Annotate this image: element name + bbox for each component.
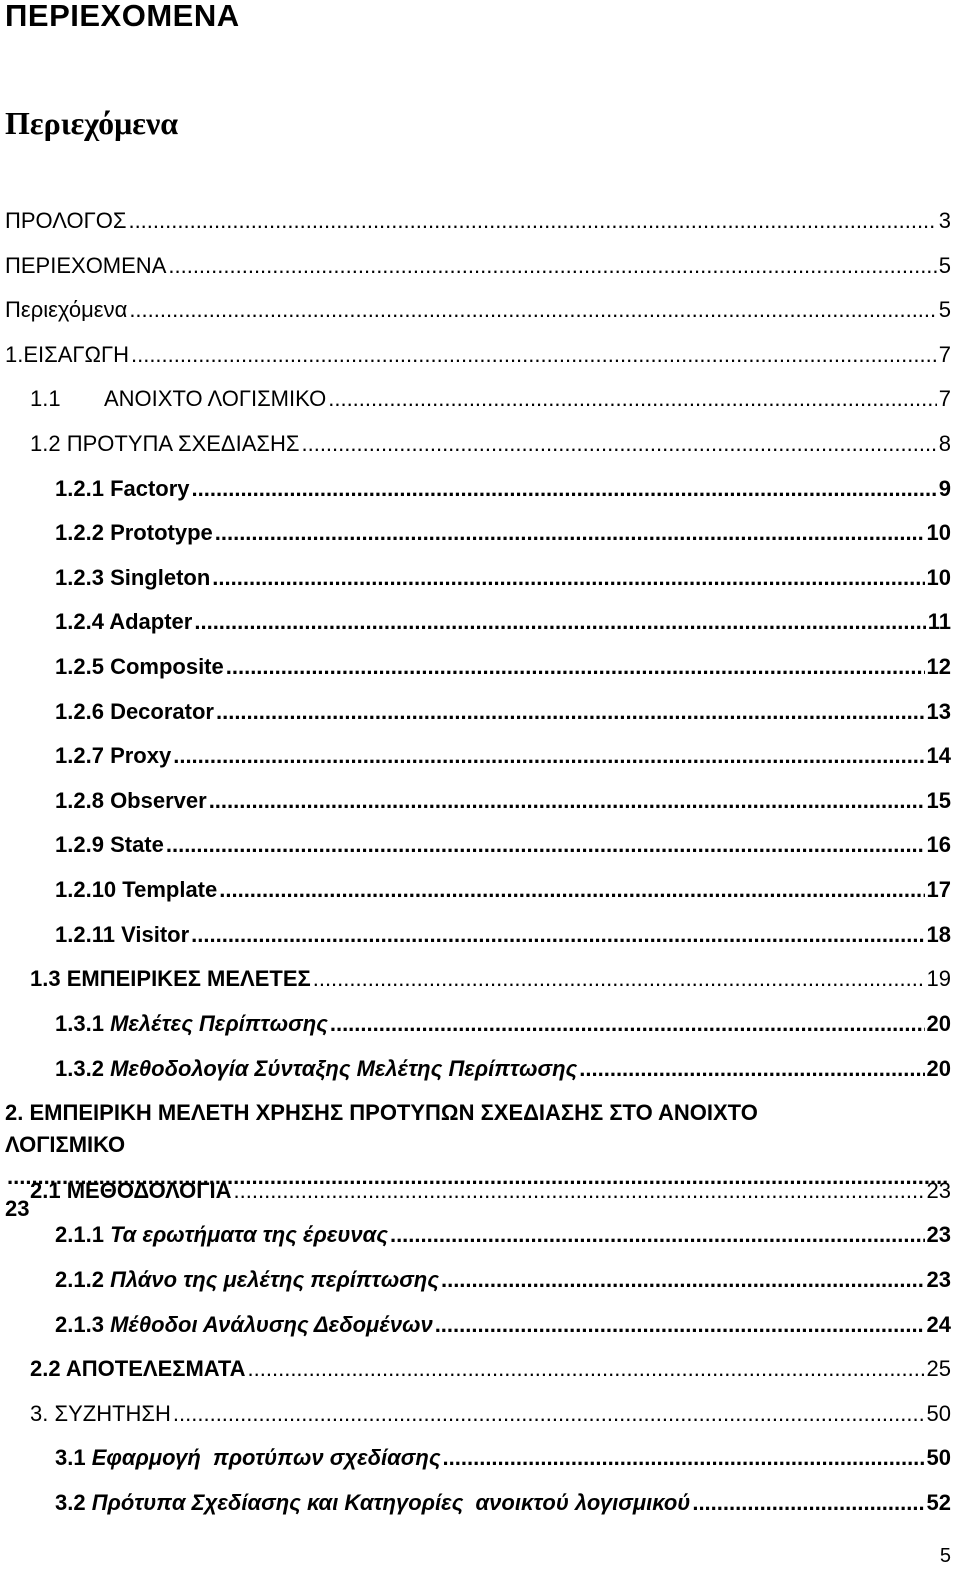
toc-entry-number: 1.3.1	[55, 1011, 104, 1036]
toc-entry[interactable]	[30, 1399, 951, 1429]
page-number: 5	[939, 1545, 951, 1567]
toc-entry-number: 1.2.5	[55, 654, 104, 679]
toc-entry[interactable]	[55, 1009, 951, 1039]
toc-entry-title: Περιεχόμενα	[5, 297, 128, 322]
toc-entry-title: ΕΜΠΕΙΡΙΚΗ ΜΕΛΕΤΗ ΧΡΗΣΗΣ ΠΡΟΤΥΠΩΝ ΣΧΕΔΙΑΣΗΣ ΣΤΟ ΑΝΟΙΧΤΟ	[29, 1100, 758, 1125]
toc-entry-number: 3.1	[55, 1445, 86, 1470]
toc-entry-title: ΜΕΘΟΔΟΛΟΓΙΑ	[66, 1178, 232, 1203]
toc-entry-page: 13	[926, 699, 951, 724]
toc-entry-page: 23	[926, 1222, 951, 1247]
toc-leader-dots	[166, 830, 925, 860]
toc-entry[interactable]	[5, 340, 951, 370]
toc-leader-dots	[128, 206, 936, 236]
toc-leader-dots	[579, 1054, 924, 1084]
toc-entry[interactable]	[5, 251, 951, 281]
toc-entry-title: Visitor	[121, 922, 190, 947]
toc-entry-page: 3	[938, 208, 951, 233]
toc-entry-page: 18	[926, 922, 951, 947]
toc-leader-dots	[173, 741, 924, 771]
toc-entry-number: 1.2.10	[55, 877, 117, 902]
toc-leader-dots	[194, 607, 925, 637]
toc-leader-dots	[209, 786, 925, 816]
toc-entry[interactable]	[30, 964, 951, 994]
toc-entry-number: 1.3	[30, 966, 61, 991]
toc-entry[interactable]	[55, 786, 951, 816]
toc-entry-title: Observer	[110, 788, 207, 813]
toc-entry-title: ΠΡΟΤΥΠΑ ΣΧΕΔΙΑΣΗΣ	[66, 431, 300, 456]
toc-entry-title-continued: ΛΟΓΙΣΜΙΚΟ	[5, 1132, 126, 1157]
toc-entry-number: 1.2.11	[55, 922, 115, 947]
toc-entry-title: State	[110, 832, 164, 857]
toc-entry-number: 1.2.7	[55, 743, 104, 768]
toc-title: Περιεχόμενα	[5, 105, 179, 141]
toc-entry-number: 2.1.2	[55, 1267, 104, 1292]
toc-entry-page: 23	[926, 1267, 951, 1292]
toc-entry-page: 5	[938, 253, 951, 278]
toc-entry-number: 1.2	[30, 431, 61, 456]
toc-entry-page: 23	[926, 1178, 951, 1203]
toc-entry-page: 52	[926, 1490, 951, 1515]
toc-entry-page: 15	[926, 788, 951, 813]
toc-entry-page: 16	[926, 832, 951, 857]
toc-entry-number: 1.2.6	[55, 699, 104, 724]
toc-entry-title: Composite	[110, 654, 224, 679]
toc-entry[interactable]	[55, 1310, 951, 1340]
toc-leader-dots	[330, 1009, 925, 1039]
toc-leader-dots	[692, 1488, 924, 1518]
toc-entry-page: 8	[938, 431, 951, 456]
toc-leader-dots	[234, 1176, 925, 1206]
toc-entry-number: 1.2.3	[55, 565, 104, 590]
toc-entry[interactable]	[55, 697, 951, 727]
toc-leader-dots	[443, 1443, 925, 1473]
toc-leader-dots	[216, 697, 925, 727]
toc-leader-dots	[131, 340, 937, 370]
toc-entry-title: Singleton	[110, 565, 211, 590]
toc-entry-title: Μεθοδολογία Σύνταξης Μελέτης Περίπτωσης	[110, 1056, 578, 1081]
toc-leader-dots	[219, 875, 924, 905]
toc-entry-number: 1.2.4	[55, 609, 104, 634]
toc-entry[interactable]	[55, 741, 951, 771]
toc-entry[interactable]	[30, 429, 951, 459]
toc-entry-page: 20	[926, 1056, 951, 1081]
toc-entry-title: ΑΠΟΤΕΛΕΣΜΑΤΑ	[65, 1356, 246, 1381]
toc-entry[interactable]	[55, 875, 951, 905]
toc-entry-number: 2.2	[30, 1356, 61, 1381]
toc-entry-title: 1.ΕΙΣΑΓΩΓΗ	[5, 342, 129, 367]
toc-entry-number: 2.1.3	[55, 1312, 104, 1337]
toc-entry-title: Template	[122, 877, 218, 902]
toc-entry-title: Factory	[110, 476, 190, 501]
toc-entry[interactable]	[30, 384, 951, 414]
toc-entry[interactable]	[5, 206, 951, 236]
toc-entry-page: 24	[926, 1312, 951, 1337]
toc-entry-title: ΠΡΟΛΟΓΟΣ	[5, 208, 127, 233]
toc-leader-dots	[435, 1310, 925, 1340]
toc-entry-number: 1.1	[30, 386, 61, 411]
toc-entry-title: Μέθοδοι Ανάλυσης Δεδομένων	[110, 1312, 433, 1337]
toc-entry[interactable]	[55, 474, 951, 504]
toc-entry-page: 11	[927, 609, 951, 634]
toc-entry-number: 1.2.1	[55, 476, 104, 501]
toc-leader-dots	[212, 563, 924, 593]
toc-entry[interactable]	[30, 1176, 951, 1206]
toc-entry-page: 14	[926, 743, 951, 768]
toc-entry[interactable]	[5, 295, 951, 325]
toc-entry[interactable]	[55, 563, 951, 593]
toc-leader-dots	[390, 1220, 925, 1250]
toc-entry[interactable]	[30, 1354, 951, 1384]
toc-entry-title: ΑΝΟΙΧΤΟ ΛΟΓΙΣΜΙΚΟ	[104, 386, 327, 411]
toc-entry-page: 20	[926, 1011, 951, 1036]
toc-leader-dots	[248, 1354, 925, 1384]
toc-entry-page: 7	[938, 342, 951, 367]
toc-leader-dots	[441, 1265, 925, 1295]
toc-entry-title: Εφαρμογή προτύπων σχεδίασης	[91, 1445, 441, 1470]
toc-entry[interactable]	[55, 1265, 951, 1295]
toc-entry-page: 7	[938, 386, 951, 411]
toc-leader-dots	[168, 251, 936, 281]
toc-entry-number: 1.2.9	[55, 832, 104, 857]
toc-entry-title: ΠΕΡΙΕΧΟΜΕΝΑ	[5, 253, 167, 278]
toc-leader-dots	[191, 920, 924, 950]
toc-entry-page: 5	[938, 297, 951, 322]
toc-entry-title: Μελέτες Περίπτωσης	[110, 1011, 328, 1036]
toc-entry-number: 2.1	[30, 1178, 61, 1203]
toc-entry[interactable]	[55, 652, 951, 682]
toc-leader-dots	[173, 1399, 925, 1429]
toc-leader-dots	[226, 652, 925, 682]
toc-entry-page: 23	[5, 1196, 30, 1221]
toc-entry-title: ΕΜΠΕΙΡΙΚΕΣ ΜΕΛΕΤΕΣ	[66, 966, 311, 991]
toc-leader-dots	[192, 474, 937, 504]
toc-entry-page: 12	[926, 654, 951, 679]
toc-leader-dots	[129, 295, 936, 325]
page-heading: ΠΕΡΙΕΧΟΜΕΝΑ	[5, 0, 240, 33]
toc-entry-title: Proxy	[110, 743, 172, 768]
toc-entry-title: Πρότυπα Σχεδίασης και Κατηγορίες ανοικτού λογισμικού	[91, 1490, 691, 1515]
toc-entry-number: 2.1.1	[55, 1222, 104, 1247]
toc-entry[interactable]	[55, 1054, 951, 1084]
toc-entry-page: 17	[926, 877, 951, 902]
toc-entry-title: Τα ερωτήματα της έρευνας	[110, 1222, 388, 1247]
toc-entry-page: 10	[926, 520, 951, 545]
toc-entry[interactable]	[55, 920, 951, 950]
toc-entry-page: 50	[926, 1401, 951, 1426]
toc-entry-title: ΣΥΖΗΤΗΣΗ	[54, 1401, 171, 1426]
toc-entry-title: Πλάνο της μελέτης περίπτωσης	[110, 1267, 439, 1292]
toc-entry-page: 10	[926, 565, 951, 590]
toc-entry-number: 3.2	[55, 1490, 86, 1515]
toc-entry[interactable]	[55, 1220, 951, 1250]
toc-leader-dots	[313, 964, 925, 994]
toc-entry[interactable]	[55, 1488, 951, 1518]
toc-entry-title: Prototype	[110, 520, 213, 545]
toc-leader-dots	[301, 429, 936, 459]
toc-entry-number: 2.	[5, 1100, 24, 1125]
toc-entry-title: Decorator	[110, 699, 214, 724]
toc-entry-number: 1.3.2	[55, 1056, 104, 1081]
toc-entry[interactable]	[55, 607, 951, 637]
toc-entry-page: 25	[926, 1356, 951, 1381]
toc-entry-page: 50	[926, 1445, 951, 1470]
toc-entry-page: 19	[926, 966, 951, 991]
toc-entry[interactable]	[55, 830, 951, 860]
toc-entry-title: Adapter	[109, 609, 193, 634]
toc-leader-dots	[328, 384, 937, 414]
toc-entry[interactable]	[55, 1443, 951, 1473]
toc-entry[interactable]	[55, 518, 951, 548]
toc-leader-dots	[215, 518, 925, 548]
toc-entry-page: 9	[938, 476, 951, 501]
toc-entry-number: 3.	[30, 1401, 49, 1426]
toc-entry-number: 1.2.2	[55, 520, 104, 545]
toc-entry-number: 1.2.8	[55, 788, 104, 813]
